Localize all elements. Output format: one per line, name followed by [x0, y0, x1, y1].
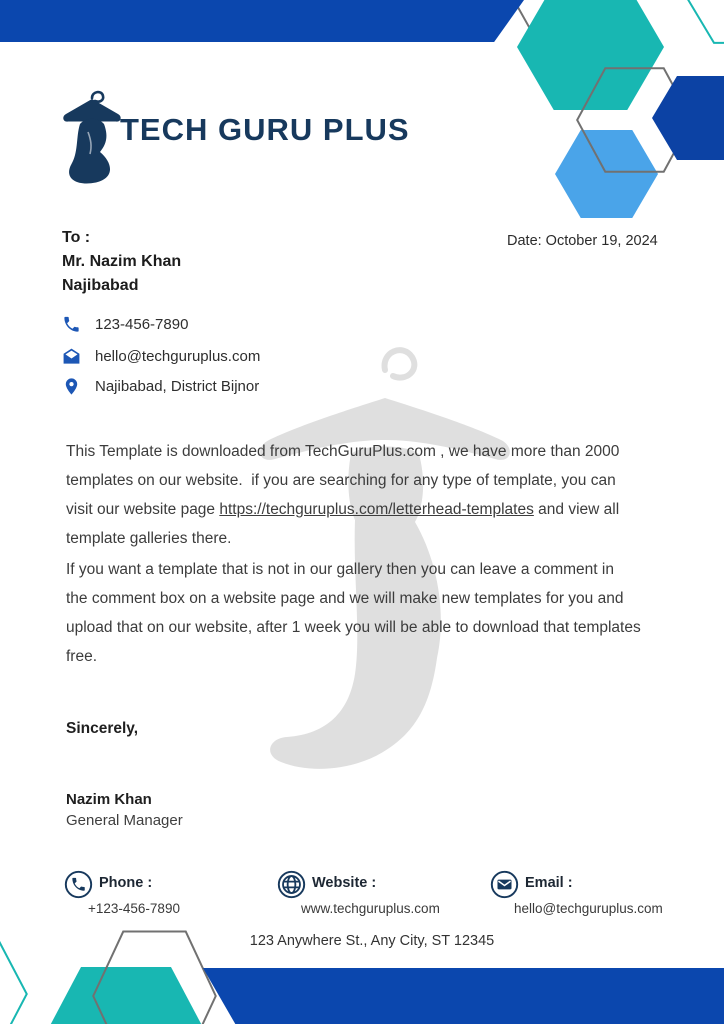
p2-line4: free.	[66, 648, 98, 665]
footer-address: 123 Anywhere St., Any City, ST 12345	[249, 933, 495, 949]
footer-phone-value: +123-456-7890	[88, 901, 180, 916]
footer-website-value: www.techguruplus.com	[301, 901, 440, 916]
footer-phone-label: Phone :	[99, 875, 153, 891]
phone-circle-icon	[64, 870, 93, 899]
letter-date: Date: October 19, 2024	[507, 233, 658, 249]
p1-line3-after: and view all	[533, 501, 620, 518]
contact-email-row	[62, 347, 260, 366]
email-circle-icon	[490, 870, 519, 899]
p2-line1: If you want a template that is not in our gallery then you can leave a comment in	[66, 561, 614, 578]
signer-title: General Manager	[66, 812, 183, 829]
p1-line3	[66, 501, 619, 530]
phone-icon	[62, 315, 81, 334]
teal-outline-hexagon-corner	[686, 0, 724, 44]
recipient-block	[62, 226, 181, 298]
location-pin-icon	[62, 377, 81, 396]
globe-circle-icon	[277, 870, 306, 899]
to-label: To :	[62, 229, 91, 246]
dress-on-hanger-icon	[58, 84, 126, 186]
top-blue-band	[0, 0, 524, 42]
contact-phone-row	[62, 315, 188, 334]
contact-location-text: Najibabad, District Bijnor	[95, 378, 260, 395]
footer-website-label: Website :	[312, 875, 377, 891]
footer-email-value: hello@techguruplus.com	[514, 901, 663, 916]
contact-phone-text: 123-456-7890	[95, 316, 189, 333]
paragraph-2	[66, 561, 641, 677]
p1-line3-before: visit our website page	[66, 501, 220, 518]
contact-email-text: hello@techguruplus.com	[95, 348, 261, 365]
envelope-icon	[62, 347, 81, 366]
p1-line2: templates on our website. if you are searching for any type of template, you can	[66, 472, 616, 489]
recipient-name: Mr. Nazim Khan	[62, 253, 182, 270]
contact-location-row	[62, 377, 259, 396]
paragraph-1	[66, 443, 619, 559]
recipient-city: Najibabad	[62, 277, 139, 294]
p2-line2: the comment box on a website page and we will make new templates for you and	[66, 590, 624, 607]
p1-line4: template galleries there.	[66, 530, 232, 547]
p1-line1: This Template is downloaded from TechGuruPlus.com , we have more than 2000	[66, 443, 620, 460]
bottom-blue-band	[203, 968, 724, 1024]
closing: Sincerely,	[66, 720, 139, 737]
footer-email-label: Email :	[525, 875, 573, 891]
letterhead-templates-link[interactable]: https://techguruplus.com/letterhead-templates	[219, 501, 534, 518]
signer-name: Nazim Khan	[66, 791, 152, 808]
brand-name: TECH GURU PLUS	[120, 112, 410, 147]
p2-line3: upload that on our website, after 1 week you will be able to download that templates	[66, 619, 641, 636]
